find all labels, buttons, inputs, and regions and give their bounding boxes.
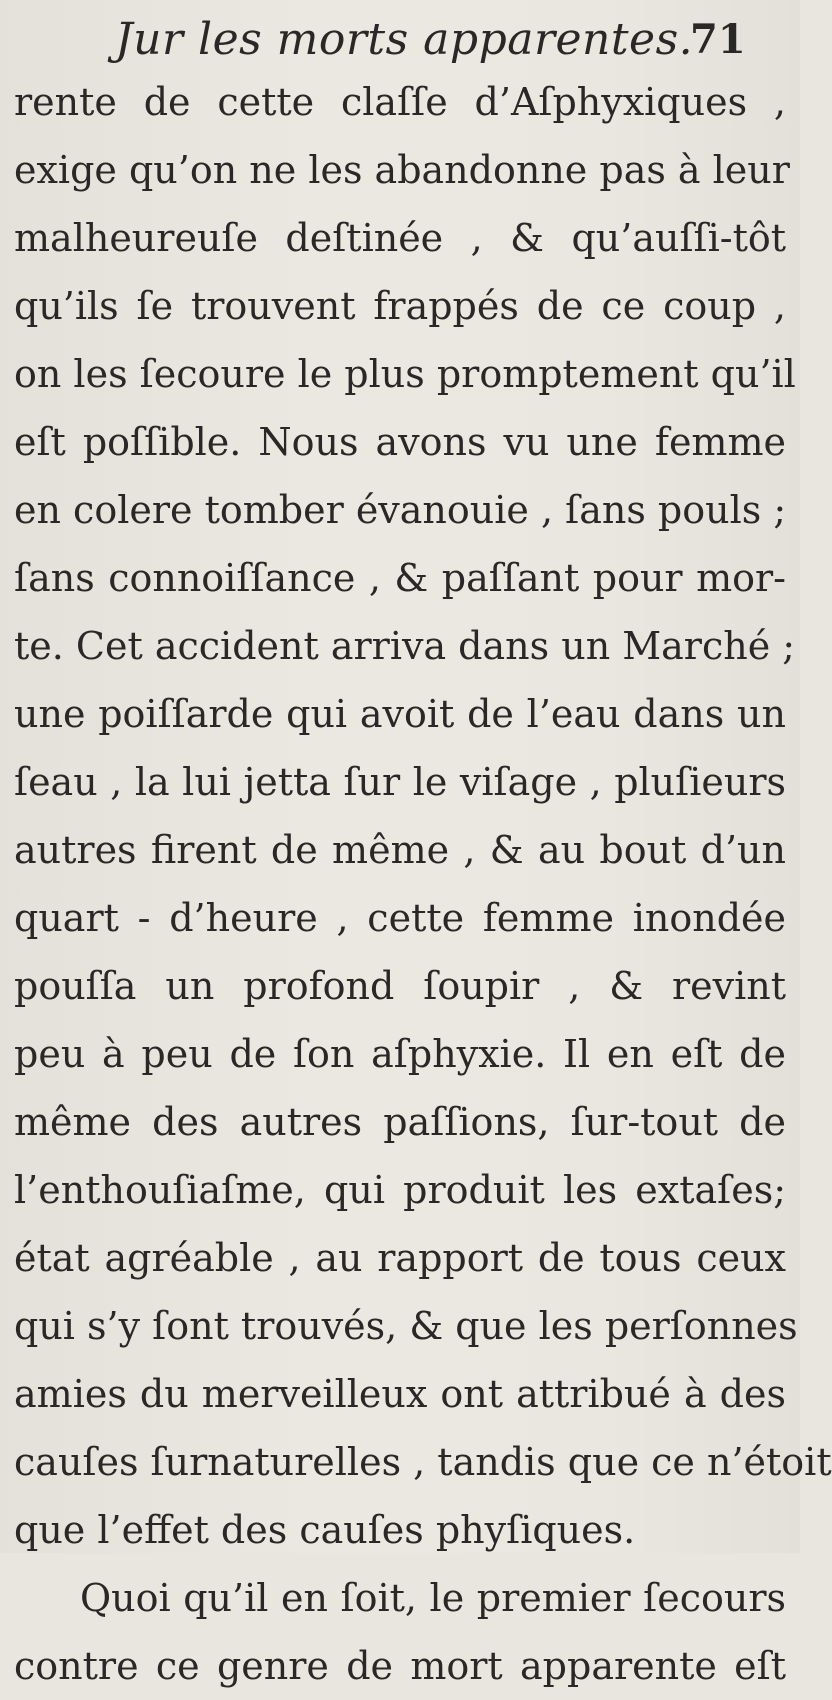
running-head [0,12,800,68]
text-line: rente de cette claſſe d’Aſphyxiques , [14,80,786,124]
text-line: on les ſecoure le plus promptement qu’il [14,352,796,396]
text-line: ſeau , la lui jetta ſur le viſage , pluſieurs [14,760,786,804]
text-line: malheureuſe deſtinée , & qu’auſſi-tôt [14,216,786,260]
text-line: qu’ils ſe trouvent frappés de ce coup , [14,284,786,328]
text-line: te. Cet accident arriva dans un Marché ; [14,624,796,668]
text-line: en colere tomber évanouie , ſans pouls ; [14,488,787,532]
running-title: Jur les morts apparentes. [115,14,694,65]
text-line: qui s’y ſont trouvés, & que les perſonnes [14,1304,798,1348]
text-line: ſans connoiſſance , & paſſant pour mor- [14,556,786,600]
text-line: Quoi qu’il en ſoit, le premier ſecours [80,1576,786,1620]
text-line: l’enthouſiaſme, qui produit les extaſes; [14,1168,786,1212]
text-line: autres firent de même , & au bout d’un [14,828,786,872]
page-number: 71 [690,16,746,63]
text-line: quart - d’heure , cette femme inondée [14,896,786,940]
text-line: peu à peu de ſon aſphyxie. Il en eſt de [14,1032,786,1076]
text-line: exige qu’on ne les abandonne pas à leur [14,148,790,192]
body-text [14,68,832,1700]
text-line: eſt poſſible. Nous avons vu une femme [14,420,786,464]
text-line: cauſes ſurnaturelles , tandis que ce n’étoit [14,1440,832,1484]
text-line: même des autres paſſions, ſur-tout de [14,1100,786,1144]
text-line: que l’effet des cauſes phyſiques. [14,1508,636,1552]
text-line: contre ce genre de mort apparente eſt [14,1644,786,1688]
text-line: état agréable , au rapport de tous ceux [14,1236,786,1280]
text-line: pouſſa un profond ſoupir , & revint [14,964,786,1008]
text-line: une poiſſarde qui avoit de l’eau dans un [14,692,786,736]
text-line: amies du merveilleux ont attribué à des [14,1372,786,1416]
